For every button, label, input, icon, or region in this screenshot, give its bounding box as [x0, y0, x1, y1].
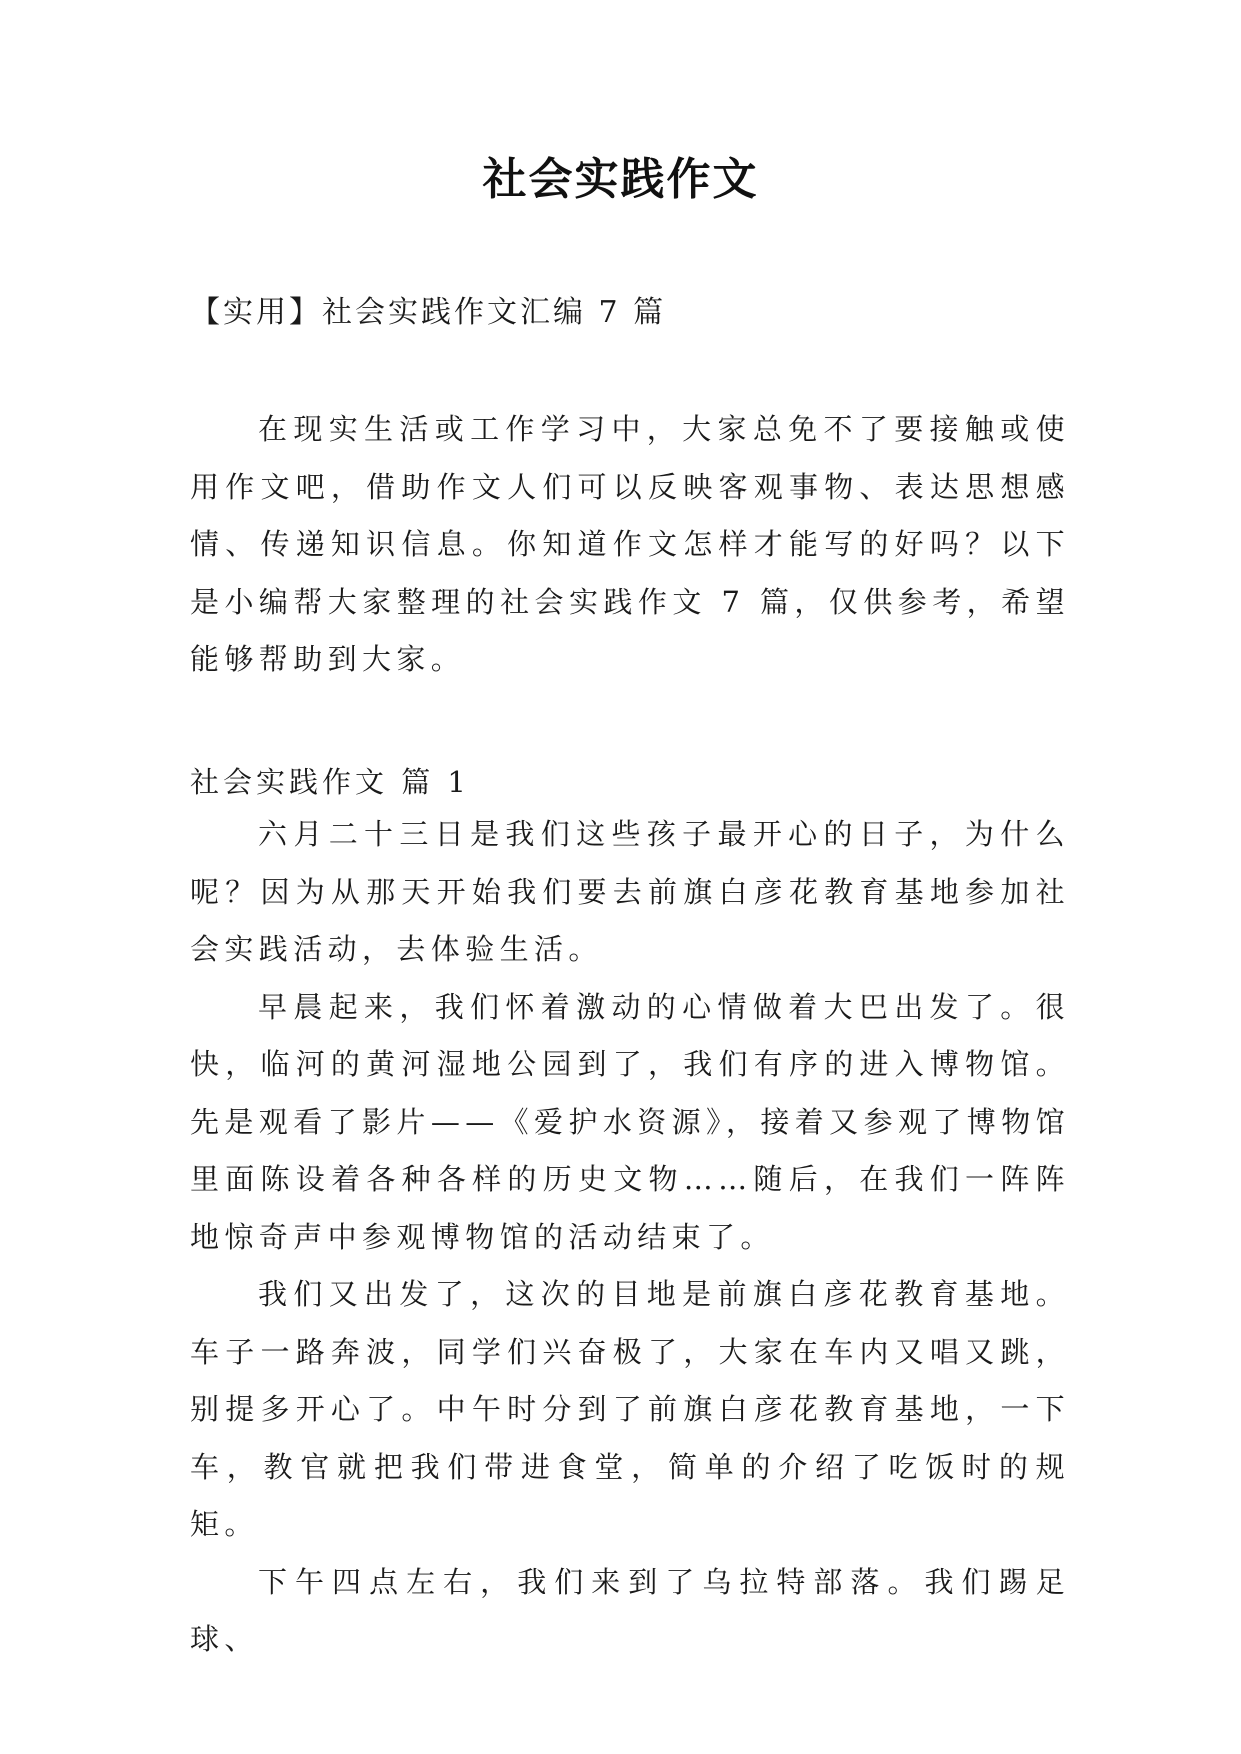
- essay-paragraph-2: 早晨起来，我们怀着激动的心情做着大巴出发了。很快，临河的黄河湿地公园到了，我们有序的进入博物馆。先是观看了影片——《爱护水资源》，接着又参观了博物馆里面陈设着各种各样的历史文物……随后，在我们一阵阵地惊奇声中参观博物馆的活动结束了。: [190, 989, 1070, 1254]
- intro-section: [190, 401, 1070, 689]
- essay-body: [190, 806, 1070, 1669]
- essay-paragraph-4: 下午四点左右，我们来到了乌拉特部落。我们踢足球、: [190, 1564, 1070, 1656]
- document-subtitle: 【实用】社会实践作文汇编 7 篇: [190, 295, 667, 330]
- section-heading: 社会实践作文 篇 1: [190, 765, 470, 799]
- document-title: 社会实践作文: [482, 154, 759, 205]
- intro-paragraph: 在现实生活或工作学习中，大家总免不了要接触或使用作文吧，借助作文人们可以反映客观事物、表达思想感情、传递知识信息。你知道作文怎样才能写的好吗？以下是小编帮大家整理的社会实践作文 7 篇，仅供参考，希望能够帮助到大家。: [190, 412, 1070, 676]
- essay-paragraph-1: 六月二十三日是我们这些孩子最开心的日子，为什么呢？因为从那天开始我们要去前旗白彦花教育基地参加社会实践活动，去体验生活。: [190, 817, 1070, 966]
- essay-paragraph-3: 我们又出发了，这次的目地是前旗白彦花教育基地。车子一路奔波，同学们兴奋极了，大家在车内又唱又跳，别提多开心了。中午时分到了前旗白彦花教育基地，一下车，教官就把我们带进食堂，简单的介绍了吃饭时的规矩。: [190, 1277, 1070, 1541]
